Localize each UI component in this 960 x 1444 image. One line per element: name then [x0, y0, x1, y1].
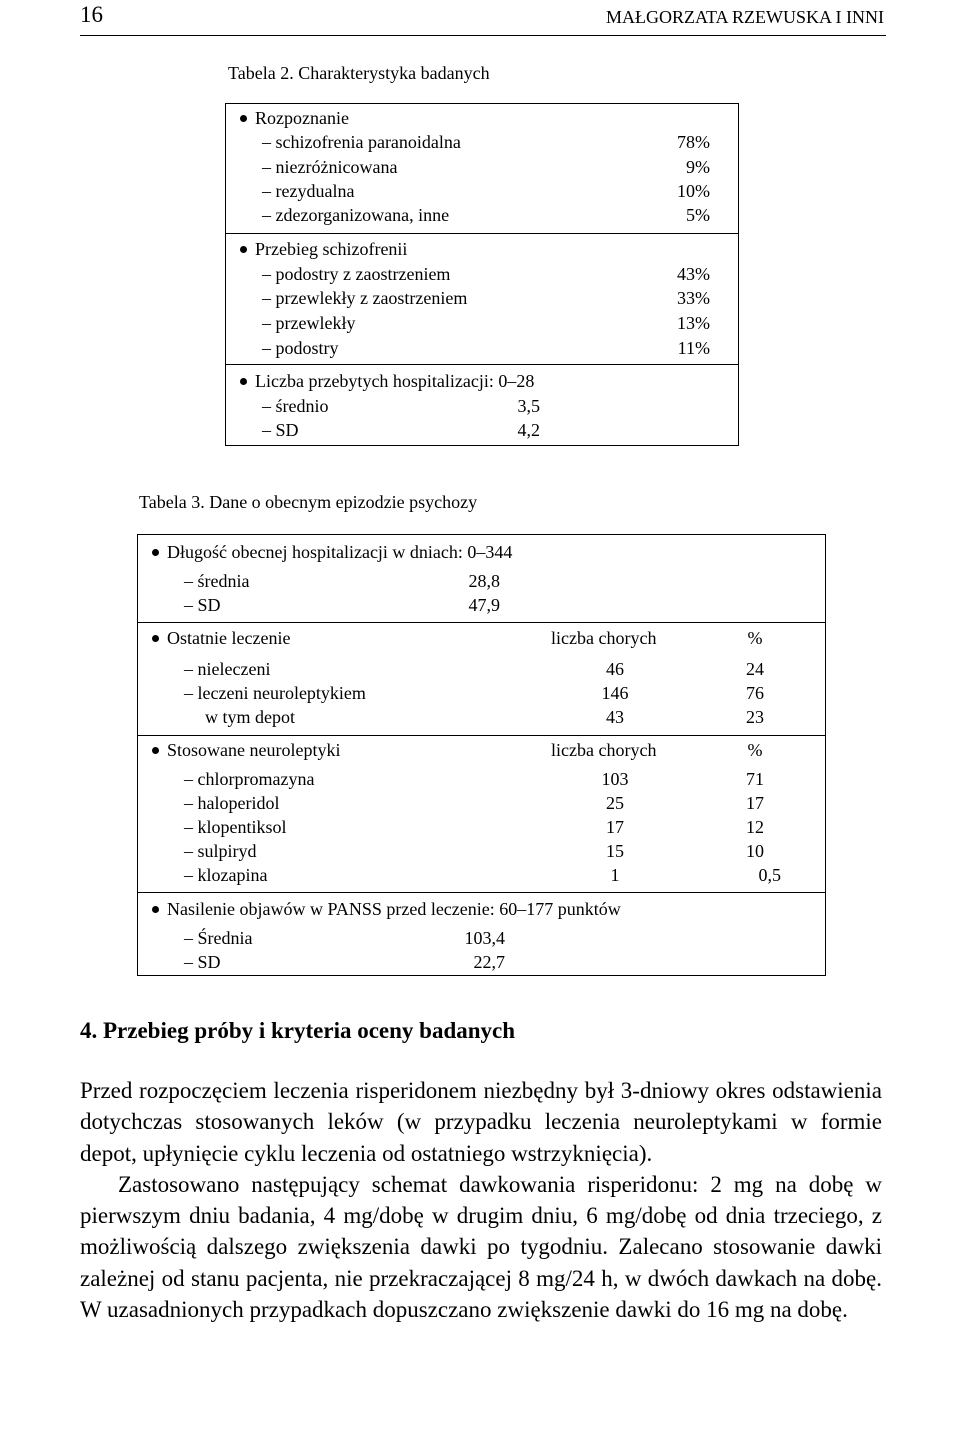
table3-divider-1	[137, 622, 826, 623]
table-row-label: – niezróżnicowana	[262, 157, 398, 177]
column-header-percent: %	[747, 628, 763, 648]
body-paragraph: Przed rozpoczęciem leczenia risperidonem niezbędny był 3-dniowy okres odstawienia dotychczas stosowanych leków (w przypadku leczenia neuroleptykami w formie depot, upłynięcie cyklu leczenia od ostatniego wstrzyknięcia).	[80, 1078, 882, 1166]
table2-section-diagnosis: Rozpoznanie	[240, 108, 349, 129]
section-heading: 4. Przebieg próby i kryteria oceny badanych	[80, 1018, 516, 1043]
table-row-value: 33%	[677, 288, 710, 308]
table3-section-panss: Nasilenie objawów w PANSS przed leczenie: 60–177 punktów	[152, 899, 621, 920]
table-row-percent: 24	[746, 659, 764, 679]
table-row-label: – haloperidol	[184, 793, 280, 813]
table-row-percent: 17	[746, 793, 764, 813]
table-row-count: 43	[606, 707, 624, 727]
table-row-value: 5%	[686, 205, 710, 225]
table-row-count: 15	[606, 841, 624, 861]
table2-section-course: Przebieg schizofrenii	[240, 239, 407, 260]
bullet-icon	[152, 635, 159, 642]
table-row-label: – rezydualna	[262, 181, 355, 201]
table3-section-neuroleptics: Stosowane neuroleptyki	[152, 740, 340, 761]
table-row-label: – podostry z zaostrzeniem	[262, 264, 451, 284]
table3-section-last-treatment: Ostatnie leczenie	[152, 628, 290, 649]
table2-section-hospitalizations: Liczba przebytych hospitalizacji: 0–28	[240, 371, 534, 392]
table-row-value: 47,9	[468, 595, 500, 615]
table-row-value: 4,2	[517, 420, 540, 440]
bullet-icon	[152, 906, 159, 913]
table-row-value: 43%	[677, 264, 710, 284]
table3-caption: Tabela 3. Dane o obecnym epizodzie psychozy	[139, 492, 478, 512]
table-row-value: 3,5	[517, 396, 540, 416]
bullet-icon	[152, 549, 159, 556]
table-row-value: 22,7	[473, 952, 505, 972]
table-row-percent: 76	[746, 683, 764, 703]
bullet-icon	[240, 378, 247, 385]
table-row-label: – przewlekły	[262, 313, 356, 333]
table-row-label: – średnio	[262, 396, 329, 416]
table-row-label: – chlorpromazyna	[184, 769, 315, 789]
bullet-icon	[240, 115, 247, 122]
table-row-label: – leczeni neuroleptykiem	[184, 683, 366, 703]
table-row-label: – klozapina	[184, 865, 268, 885]
table-row-label: – podostry	[262, 338, 339, 358]
table2-caption: Tabela 2. Charakterystyka badanych	[228, 63, 490, 83]
table-row-count: 146	[601, 683, 629, 703]
column-header-percent: %	[747, 740, 763, 760]
table2-divider-1	[225, 233, 739, 234]
table-row-label: – SD	[262, 420, 299, 440]
bullet-icon	[240, 246, 247, 253]
table2-divider-2	[225, 364, 739, 365]
table-row-percent: 12	[746, 817, 764, 837]
table3-section-length: Długość obecnej hospitalizacji w dniach: 0–344	[152, 542, 512, 563]
page-number: 16	[80, 2, 103, 27]
table-row-percent: 0,5	[758, 865, 781, 885]
table-row-label: – SD	[184, 595, 221, 615]
table-row-label: – zdezorganizowana, inne	[262, 205, 450, 225]
table-row-label: – SD	[184, 952, 221, 972]
table-row-percent: 71	[746, 769, 764, 789]
table-row-value: 11%	[677, 338, 710, 358]
header-rule	[80, 35, 886, 36]
table-row-value: 28,8	[468, 571, 500, 591]
running-header-authors: MAŁGORZATA RZEWUSKA I INNI	[605, 7, 884, 27]
table-row-label: – średnia	[184, 571, 250, 591]
table-row-label: w tym depot	[205, 707, 295, 727]
body-paragraph: Zastosowano następujący schemat dawkowania risperidonu: 2 mg na dobę w pierwszym dniu badania, 4 mg/dobę w drugim dniu, 6 mg/dobę od dnia trzeciego, z możliwością dalszego zwiększenia dawki po tygodniu. Zalecano stosowanie dawki zależnej od stanu pacjenta, nie przekraczającej 8 mg/24 h, w dwóch dawkach na dobę. W uzasadnionych przypadkach dopuszczano zwiększenie dawki do 16 mg na dobę.	[80, 1171, 882, 1323]
table-row-count: 25	[606, 793, 624, 813]
table-row-count: 46	[606, 659, 624, 679]
section-body	[80, 1075, 882, 1325]
table3-divider-2	[137, 735, 826, 736]
table-row-value: 13%	[677, 313, 710, 333]
table-row-label: – klopentiksol	[184, 817, 287, 837]
column-header-count: liczba chorych	[551, 628, 657, 648]
table-row-label: – nieleczeni	[184, 659, 271, 679]
table-row-label: – sulpiryd	[184, 841, 257, 861]
table-row-label: – Średnia	[184, 928, 253, 948]
table-row-label: – przewlekły z zaostrzeniem	[262, 288, 468, 308]
table-row-value: 78%	[677, 132, 710, 152]
table-row-count: 1	[610, 865, 620, 885]
table3-divider-3	[137, 892, 826, 893]
table-row-percent: 23	[746, 707, 764, 727]
table-row-value: 9%	[686, 157, 710, 177]
bullet-icon	[152, 747, 159, 754]
column-header-count: liczba chorych	[551, 740, 657, 760]
table-row-percent: 10	[746, 841, 764, 861]
table-row-value: 103,4	[464, 928, 505, 948]
table-row-label: – schizofrenia paranoidalna	[262, 132, 461, 152]
table-row-value: 10%	[677, 181, 710, 201]
table-row-count: 17	[606, 817, 624, 837]
table-row-count: 103	[601, 769, 629, 789]
